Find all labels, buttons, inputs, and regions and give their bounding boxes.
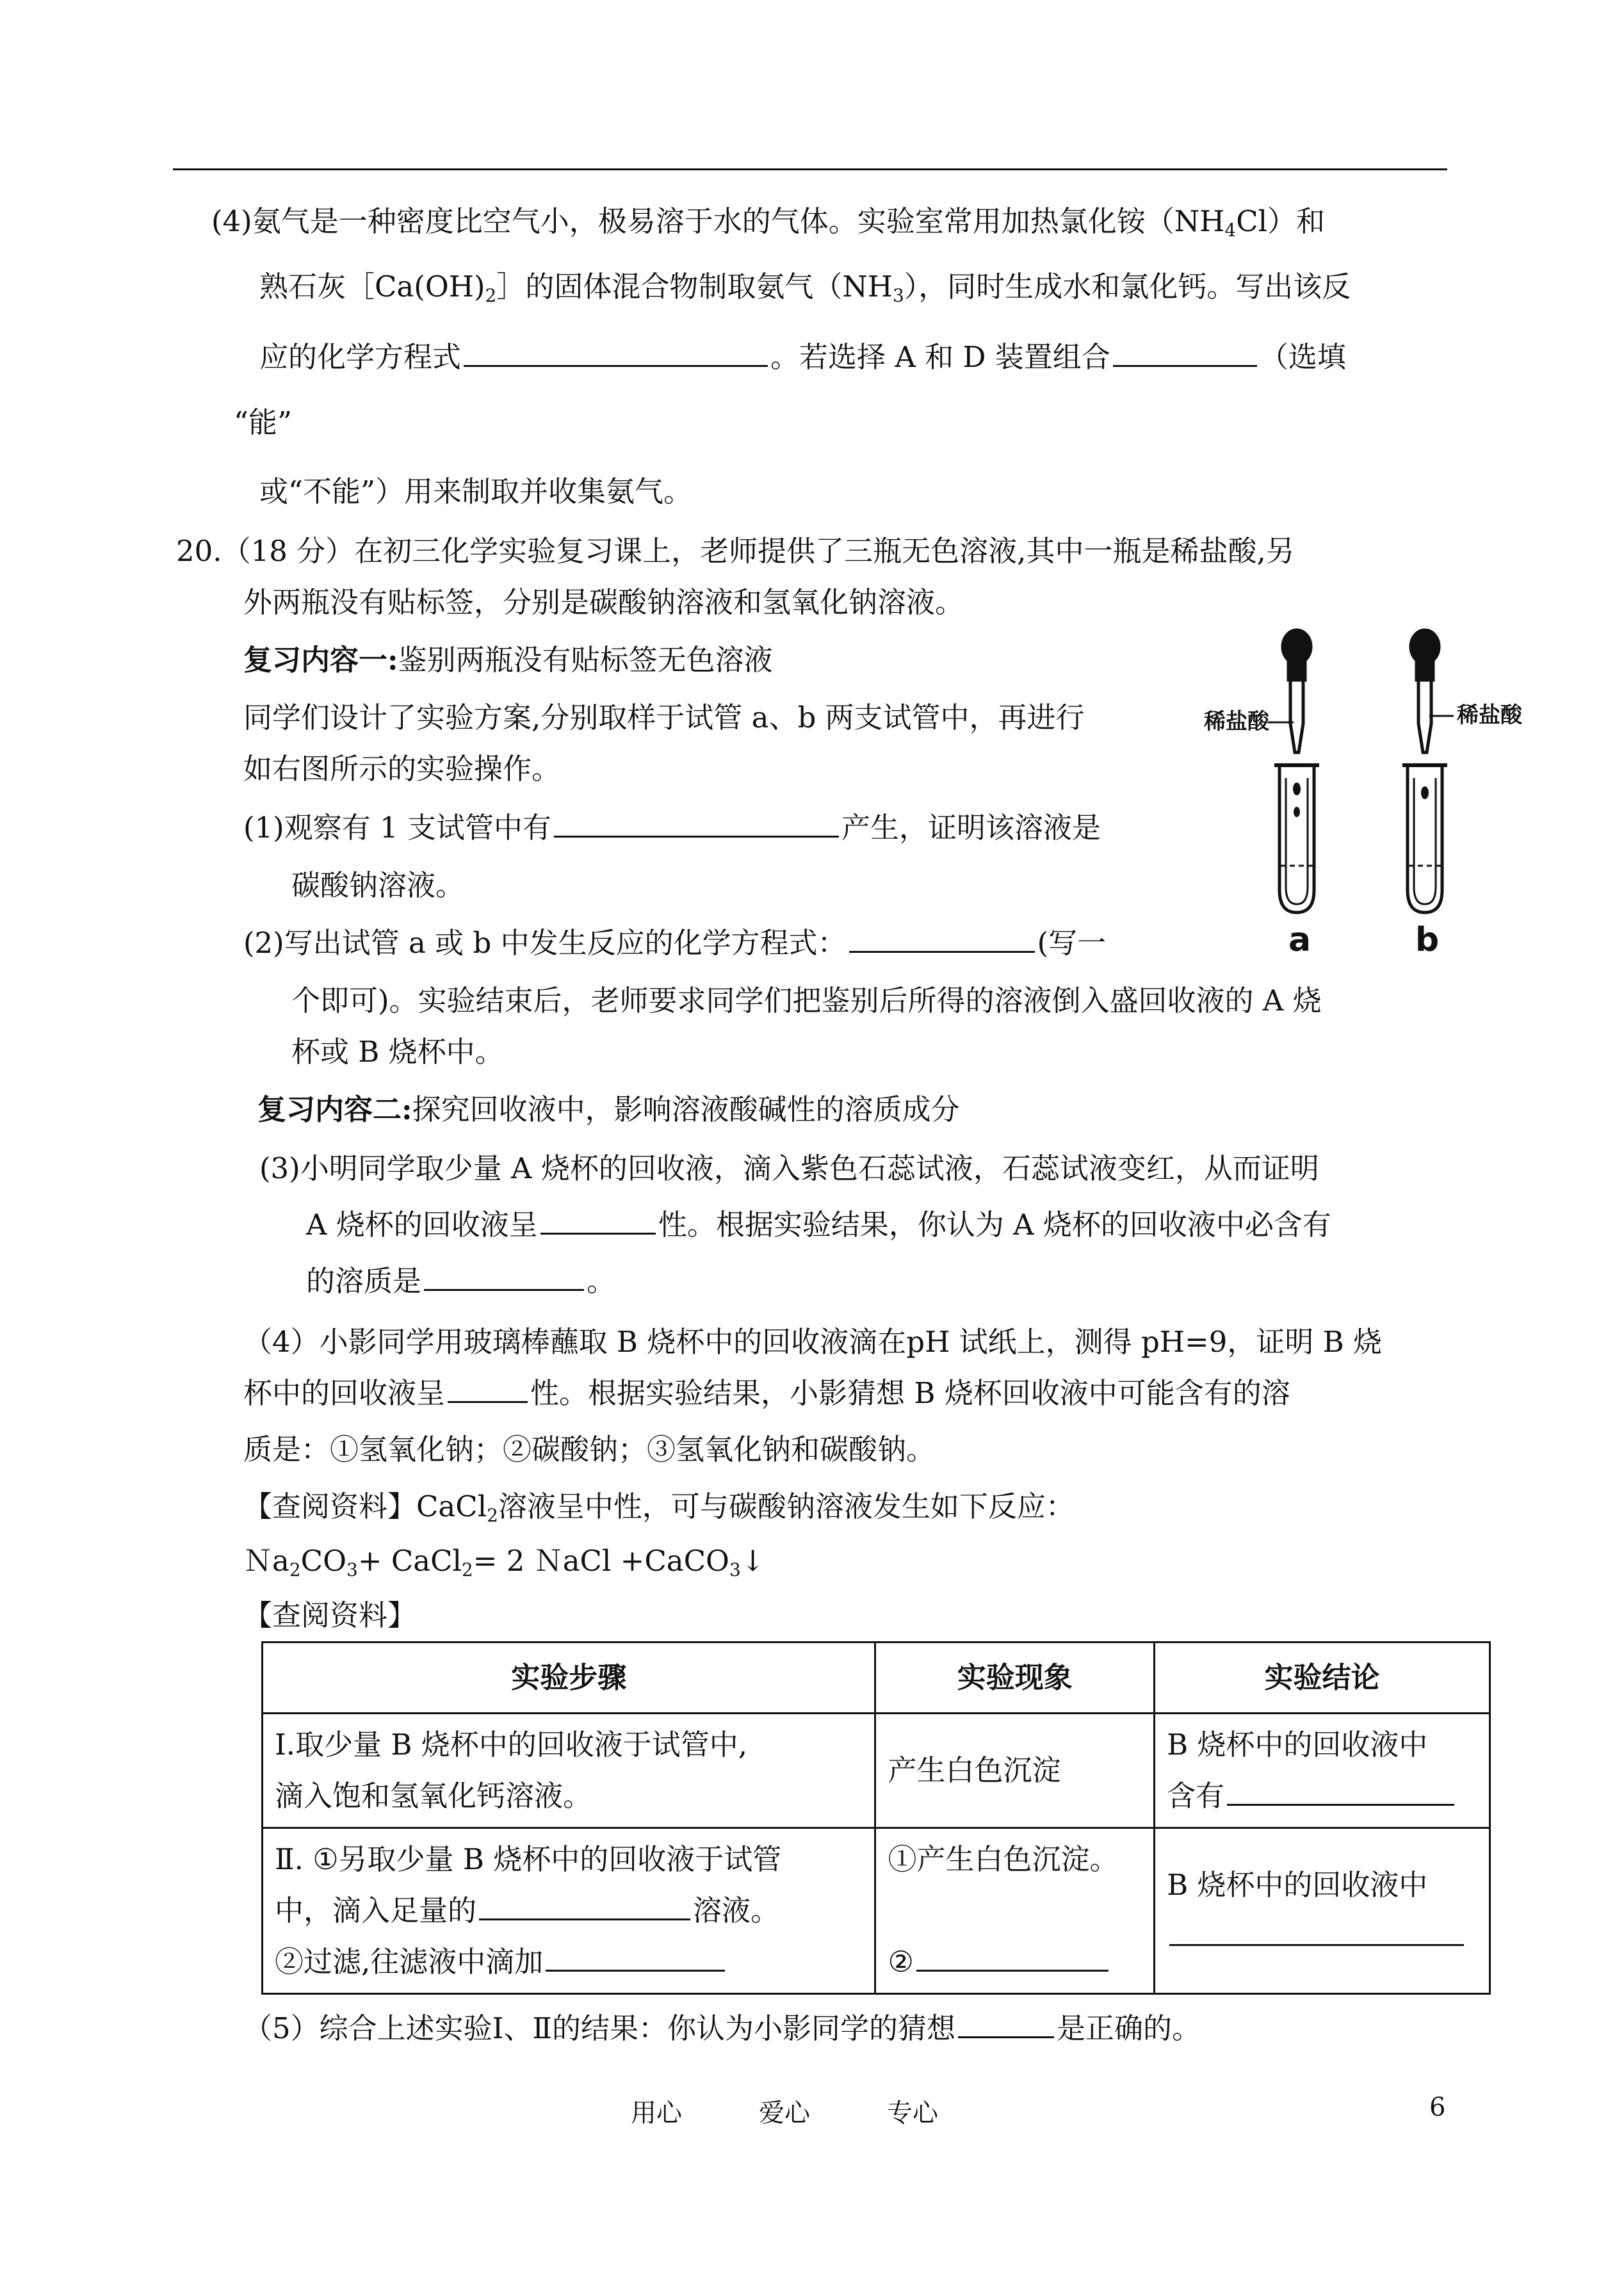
table-header-row <box>263 1642 1490 1714</box>
q20-s2: (2)写出试管 a 或 b 中发生反应的化学方程式： (写一 <box>243 926 1107 960</box>
footer-text-3: 专心 <box>887 2098 938 2128</box>
answer-blank[interactable] <box>916 1947 1108 1972</box>
header-phenomenon: 实验现象 <box>875 1642 1155 1714</box>
answer-blank[interactable] <box>546 1947 725 1972</box>
q20-s4-cont1: 杯中的回收液呈 性。根据实验结果，小影猜想 B 烧杯回收液中可能含有的溶 <box>243 1376 1290 1410</box>
row1-phenomenon: 产生白色沉淀 <box>875 1714 1155 1828</box>
label-tube-b: b <box>1415 921 1440 959</box>
q20-s1-cont: 碳酸钠溶液。 <box>291 868 465 902</box>
q20-number: 20. <box>176 534 222 568</box>
tube-inner-left <box>1286 778 1308 904</box>
answer-blank[interactable] <box>540 1210 656 1235</box>
dropper-bulb-right <box>1411 630 1439 663</box>
q20-s2-cont1: 个即可)。实验结束后，老师要求同学们把鉴别后所得的溶液倒入盛回收液的 A 烧 <box>291 984 1322 1018</box>
drop-right-1 <box>1421 786 1429 799</box>
label-tube-a: a <box>1288 921 1311 959</box>
q20-s5: （5）综合上述实验Ⅰ、Ⅱ的结果：你认为小影同学的猜想 是正确的。 <box>243 2011 1201 2045</box>
table-row <box>263 1828 1490 1994</box>
answer-blank[interactable] <box>448 1378 528 1403</box>
row2-phenomenon: ①产生白色沉淀。 ② <box>875 1828 1155 1994</box>
q4-line2: 熟石灰$[Ca(OH)_2]$的固体混合物制取氨气$(NH_3)$，同时生成水和氯化钙。写出该反 <box>259 270 1351 306</box>
experiment-table <box>261 1641 1491 1995</box>
answer-blank[interactable] <box>1113 342 1257 367</box>
q20-s3-cont2: 的溶质是 。 <box>306 1264 616 1298</box>
answer-blank[interactable] <box>1227 1781 1454 1806</box>
q20-line2: 外两瓶没有贴标签，分别是碳酸钠溶液和氢氧化钠溶液。 <box>243 585 964 619</box>
row2-conclusion: B 烧杯中的回收液中 <box>1155 1828 1490 1994</box>
dropper-neck-right <box>1417 661 1433 680</box>
header-steps: 实验步骤 <box>263 1642 875 1714</box>
q20-line1: 20.（18 分）在初三化学实验复习课上，老师提供了三瓶无色溶液,其中一瓶是稀盐酸,另 <box>176 534 1295 568</box>
dropper-tube-left <box>1290 680 1303 752</box>
q20-s4: （4）小影同学用玻璃棒蘸取 B 烧杯中的回收液滴在pH 试纸上，测得 pH=9，证明 B 烧 <box>243 1325 1383 1359</box>
row2-step: Ⅱ. ①另取少量 B 烧杯中的回收液于试管 中，滴入足量的 溶液。 ②过滤,往滤液中滴加 <box>263 1828 875 1994</box>
dropper-bulb-left <box>1283 630 1311 663</box>
test-tube-figure <box>1191 628 1550 961</box>
dropper-neck-left <box>1288 661 1305 680</box>
answer-blank[interactable] <box>849 928 1035 953</box>
header-conclusion: 实验结论 <box>1155 1642 1490 1714</box>
header-rule <box>173 168 1447 170</box>
q4-line3: 应的化学方程式 。若选择 A 和 D 装置组合 （选填 <box>259 340 1346 374</box>
q4-line4: “能” <box>234 405 293 439</box>
answer-blank[interactable] <box>1169 1921 1464 1946</box>
review2: 复习内容二:探究回收液中，影响溶液酸碱性的溶质成分 <box>257 1092 960 1126</box>
q20-s3: (3)小明同学取少量 A 烧杯的回收液，滴入紫色石蕊试液，石蕊试液变红，从而证明 <box>259 1151 1319 1185</box>
answer-blank[interactable] <box>464 342 768 367</box>
review1: 复习内容一:鉴别两瓶没有贴标签无色溶液 <box>243 643 773 677</box>
reference-2: 【查阅资料】 <box>243 1598 417 1632</box>
q20-s4-cont2: 质是：①氢氧化钠；②碳酸钠；③氢氧化钠和碳酸钠。 <box>243 1432 936 1466</box>
answer-blank[interactable] <box>424 1266 584 1291</box>
footer-text-2: 爱心 <box>759 2098 810 2128</box>
answer-blank[interactable] <box>958 2013 1054 2038</box>
footer-text-1: 用心 <box>631 2098 682 2128</box>
q20-s1: (1)观察有 1 支试管中有 产生，证明该溶液是 <box>243 811 1101 845</box>
q4-line5: 或“不能”）用来制取并收集氨气。 <box>259 474 693 508</box>
q20-s3-cont1: A 烧杯的回收液呈 性。根据实验结果，你认为 A 烧杯的回收液中必含有 <box>306 1208 1331 1242</box>
q4-label: (4) <box>211 204 252 238</box>
q20-s2-cont2: 杯或 B 烧杯中。 <box>291 1035 504 1069</box>
label-hcl-left: 稀盐酸 <box>1204 709 1269 734</box>
label-hcl-right: 稀盐酸 <box>1457 702 1522 728</box>
reaction-equation: $Na_2CO_3+$ CaCl$_2$= 2 ＮaCl +CaCO$_3$↓ <box>243 1544 765 1580</box>
q20-p2: 如右图所示的实验操作。 <box>243 752 561 786</box>
reference-1: 【查阅资料】CaCl$_2$溶液呈中性，可与碳酸钠溶液发生如下反应： <box>243 1489 1075 1526</box>
answer-blank[interactable] <box>479 1895 690 1920</box>
row1-step: Ⅰ.取少量 B 烧杯中的回收液于试管中, 滴入饱和氢氧化钙溶液。 <box>263 1714 875 1828</box>
q4-line1: (4)氨气是一种密度比空气小，极易溶于水的气体。实验室常用加热氯化铵$(NH_4Cl)$和 <box>211 204 1326 241</box>
drop-left-2 <box>1294 807 1300 817</box>
drop-left-1 <box>1293 783 1301 795</box>
page-number: 6 <box>1429 2093 1446 2122</box>
answer-blank[interactable] <box>554 813 839 838</box>
row1-conclusion: B 烧杯中的回收液中 含有 <box>1155 1714 1490 1828</box>
q20-p1: 同学们设计了实验方案,分别取样于试管 a、b 两支试管中，再进行 <box>243 701 1085 734</box>
table-row <box>263 1714 1490 1828</box>
